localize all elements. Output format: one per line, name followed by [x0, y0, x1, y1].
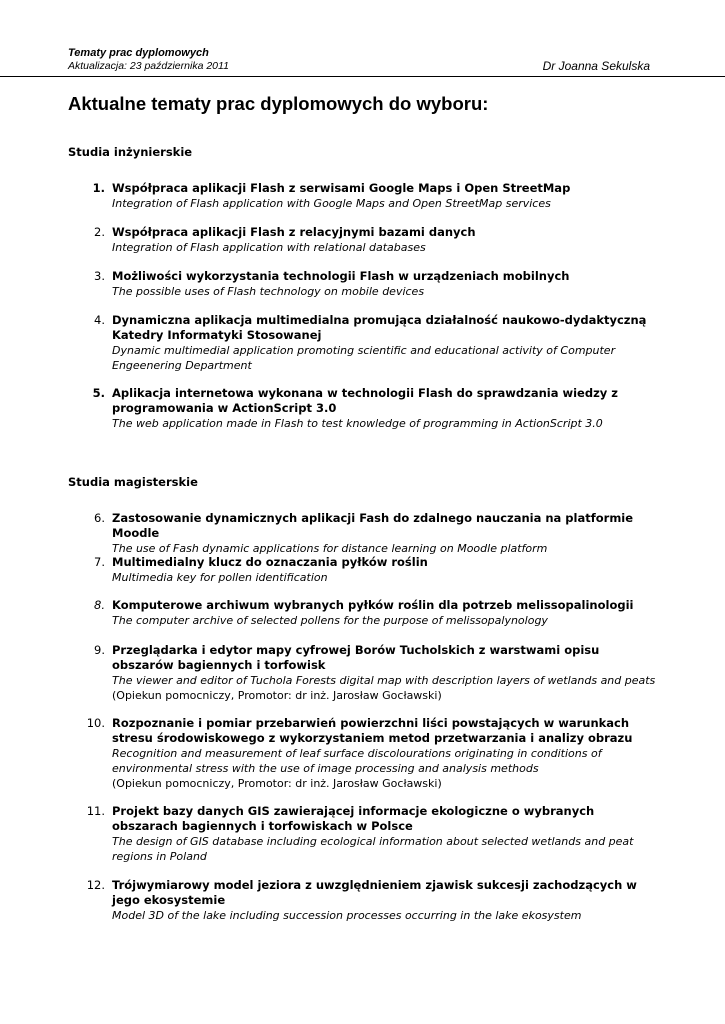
item-number: 1.	[92, 181, 105, 195]
header-update-date: Aktualizacja: 23 października 2011	[68, 60, 229, 72]
section-masters: Studia magisterskie	[68, 475, 198, 489]
item-number: 7.	[94, 555, 105, 569]
item-number: 8.	[94, 598, 105, 612]
item-number: 3.	[94, 269, 105, 283]
item-number: 9.	[94, 643, 105, 657]
item-title: Komputerowe archiwum wybranych pyłków roślin dla potrzeb melissopalinologii	[112, 598, 634, 612]
item-number: 11.	[86, 804, 105, 818]
item-english: Dynamic multimedial application promoting scientific and educational activity of Computer Engeenering Department	[112, 344, 616, 372]
item-title: Multimedialny klucz do oznaczania pyłków roślin	[112, 555, 428, 569]
item-title: Współpraca aplikacji Flash z relacyjnymi bazami danych	[112, 225, 476, 239]
header-divider	[0, 76, 725, 77]
header-title: Tematy prac dyplomowych	[68, 47, 209, 59]
item-english: The use of Fash dynamic applications for distance learning on Moodle platform	[112, 542, 548, 555]
header-author: Dr Joanna Sekulska	[542, 59, 650, 73]
page-title: Aktualne tematy prac dyplomowych do wyboru:	[68, 93, 489, 114]
item-title: Dynamiczna aplikacja multimedialna promująca działalność naukowo-dydaktyczną Katedry Informatyki Stosowanej	[112, 313, 647, 342]
item-english: Model 3D of the lake including succession processes occurring in the lake ekosystem	[112, 909, 582, 922]
item-english: The web application made in Flash to test knowledge of programming in ActionScript 3.0	[112, 417, 603, 430]
item-english: The viewer and editor of Tuchola Forests digital map with description layers of wetlands and peats	[112, 674, 656, 687]
item-title: Zastosowanie dynamicznych aplikacji Fash do zdalnego nauczania na platformie Moodle	[112, 511, 634, 540]
item-title: Współpraca aplikacji Flash z serwisami Google Maps i Open StreetMap	[112, 181, 571, 195]
item-number: 12.	[86, 878, 105, 892]
item-english: Integration of Flash application with relational databases	[112, 241, 426, 254]
item-title: Rozpoznanie i pomiar przebarwień powierzchni liści powstających w warunkach stresu środowiskowego z wykorzystaniem metod przetwarzania i analizy obrazu	[112, 716, 633, 745]
item-english: The computer archive of selected pollens for the purpose of melissopalynology	[112, 614, 548, 627]
item-title: Aplikacja internetowa wykonana w technologii Flash do sprawdzania wiedzy z programowania w ActionScript 3.0	[112, 386, 618, 415]
item-number: 10.	[86, 716, 105, 730]
item-number: 4.	[94, 313, 105, 327]
item-number: 5.	[92, 386, 105, 400]
item-number: 2.	[94, 225, 105, 239]
item-english: Multimedia key for pollen identification	[112, 571, 328, 584]
item-english: Integration of Flash application with Google Maps and Open StreetMap services	[112, 197, 551, 210]
item-supervisor-note: (Opiekun pomocniczy, Promotor: dr inż. Jarosław Gocławski)	[112, 777, 442, 790]
header-row	[68, 60, 650, 73]
item-title: Trójwymiarowy model jeziora z uwzględnieniem zjawisk sukcesji zachodzących w jego ekosystemie	[112, 878, 637, 907]
item-english: Recognition and measurement of leaf surface discolourations originating in conditions of environmental stress with the use of image processing and analysis methods	[112, 747, 602, 775]
item-title: Możliwości wykorzystania technologii Flash w urządzeniach mobilnych	[112, 269, 570, 283]
item-title: Przeglądarka i edytor mapy cyfrowej Borów Tucholskich z warstwami opisu obszarów bagiennych i torfowisk	[112, 643, 600, 672]
item-supervisor-note: (Opiekun pomocniczy, Promotor: dr inż. Jarosław Gocławski)	[112, 689, 442, 702]
item-english: The possible uses of Flash technology on mobile devices	[112, 285, 425, 298]
section-engineering: Studia inżynierskie	[68, 145, 193, 159]
item-number: 6.	[94, 511, 105, 525]
item-english: The design of GIS database including ecological information about selected wetlands and peat regions in Poland	[112, 835, 634, 863]
page-header	[68, 47, 650, 73]
item-title: Projekt bazy danych GIS zawierającej informacje ekologiczne o wybranych obszarach bagiennych i torfowiskach w Polsce	[112, 804, 595, 833]
